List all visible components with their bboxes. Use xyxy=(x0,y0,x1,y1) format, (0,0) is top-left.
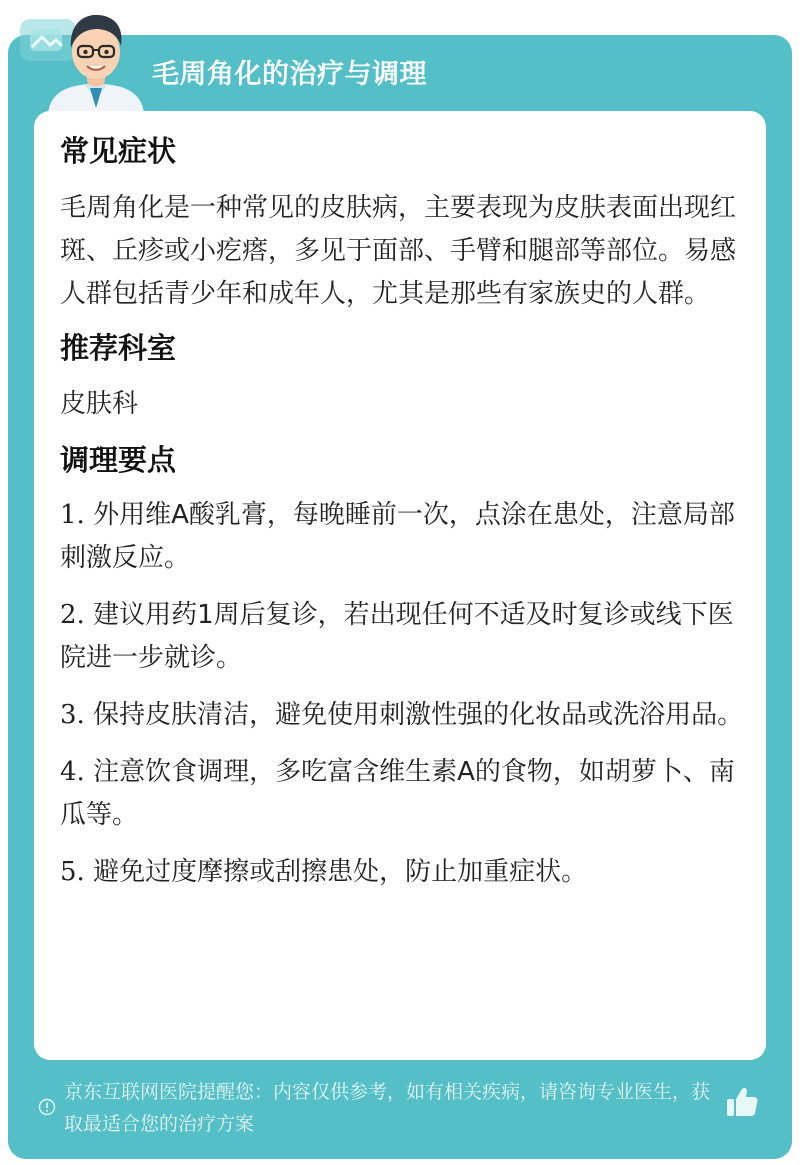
list-item-number: 2. xyxy=(60,600,85,631)
list-item xyxy=(60,751,744,837)
thumbs-up-icon[interactable] xyxy=(724,1084,760,1120)
section-title-care-tips: 调理要点 xyxy=(60,443,177,478)
section-title-symptoms: 常见症状 xyxy=(60,134,177,168)
doctor-avatar xyxy=(40,8,152,114)
info-circle-icon xyxy=(38,1098,56,1116)
list-item xyxy=(60,494,744,580)
list-item-number: 5. xyxy=(60,857,85,888)
content-card xyxy=(34,111,766,1060)
list-item-number: 1. xyxy=(60,500,85,531)
list-item-number: 3. xyxy=(60,700,85,731)
list-item xyxy=(60,694,744,737)
symptoms-text: 毛周角化是一种常见的皮肤病，主要表现为皮肤表面出现红斑、丘疹或小疙瘩，多见于面部、手臂和腿部等部位。易感人群包括青少年和成年人，尤其是那些有家族史的人群。 xyxy=(60,192,737,309)
page-title: 毛周角化的治疗与调理 xyxy=(152,59,427,90)
list-item-text: 避免过度摩擦或刮擦患处，防止加重症状。 xyxy=(93,857,588,888)
section-title-department: 推荐科室 xyxy=(60,330,177,365)
list-item-text: 建议用药1周后复诊，若出现任何不适及时复诊或线下医院进一步就诊。 xyxy=(60,600,734,674)
list-item-text: 注意饮食调理，多吃富含维生素A的食物，如胡萝卜、南瓜等。 xyxy=(60,757,735,831)
list-item-text: 保持皮肤清洁，避免使用刺激性强的化妆品或洗浴用品。 xyxy=(93,700,744,731)
list-item xyxy=(60,851,744,894)
department-text: 皮肤科 xyxy=(60,389,139,420)
list-item-number: 4. xyxy=(60,757,85,788)
list-item-text: 外用维A酸乳膏，每晚睡前一次，点涂在患处，注意局部刺激反应。 xyxy=(60,500,735,574)
disclaimer-text: 京东互联网医院提醒您：内容仅供参考，如有相关疾病，请咨询专业医生，获取最适合您的治疗方案 xyxy=(64,1081,711,1135)
list-item xyxy=(60,594,744,680)
